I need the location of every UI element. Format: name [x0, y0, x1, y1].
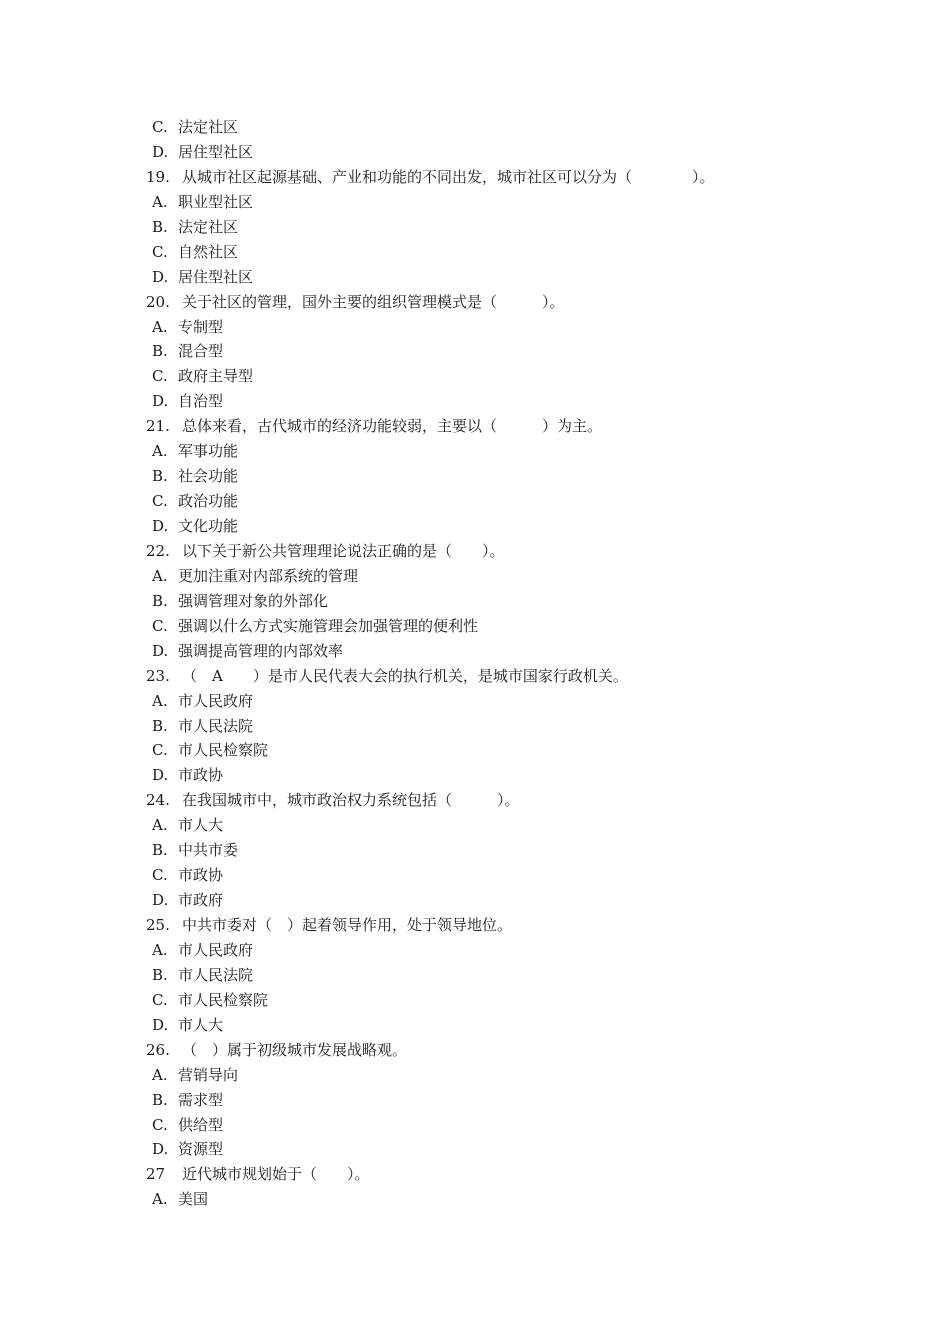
- question-number: 24.: [146, 791, 170, 810]
- option-line: [0, 439, 950, 464]
- option-line: [0, 190, 950, 215]
- option-text: 更加注重对内部系统的管理: [178, 566, 359, 585]
- option-line: [0, 364, 950, 389]
- option-letter: D.: [152, 267, 169, 286]
- option-letter: D.: [152, 641, 169, 660]
- option-letter: C.: [152, 990, 168, 1009]
- option-letter: B.: [152, 1090, 168, 1109]
- option-line: [0, 115, 950, 140]
- question-line: [0, 1162, 950, 1187]
- option-letter: C.: [152, 492, 168, 511]
- option-letter: B.: [152, 467, 168, 486]
- option-text: 政治功能: [178, 492, 239, 511]
- question-line: [0, 913, 950, 938]
- option-line: [0, 1013, 950, 1038]
- option-letter: C.: [152, 118, 168, 136]
- option-text: 市人民检察院: [178, 990, 269, 1009]
- question-number: 22.: [146, 541, 170, 560]
- option-line: [0, 1063, 950, 1088]
- option-letter: B.: [152, 716, 168, 735]
- option-line: [0, 1187, 950, 1212]
- question-line: [0, 664, 950, 689]
- option-letter: A.: [152, 1065, 168, 1084]
- option-text: 政府主导型: [178, 367, 254, 386]
- option-text: 职业型社区: [178, 192, 254, 211]
- question-number: 19.: [146, 167, 170, 186]
- option-line: [0, 464, 950, 489]
- option-text: 需求型: [178, 1090, 224, 1109]
- option-letter: B.: [152, 591, 168, 610]
- option-line: [0, 240, 950, 265]
- option-text: 混合型: [178, 342, 224, 361]
- option-letter: B.: [152, 841, 168, 860]
- option-line: [0, 689, 950, 714]
- option-text: 市政协: [178, 766, 224, 785]
- option-letter: A.: [152, 317, 168, 336]
- option-line: [0, 639, 950, 664]
- question-text: 关于社区的管理，国外主要的组织管理模式是（ ）。: [182, 292, 565, 311]
- question-line: [0, 788, 950, 813]
- option-text: 居住型社区: [178, 142, 254, 161]
- question-text: 从城市社区起源基础、产业和功能的不同出发，城市社区可以分为（ ）。: [182, 167, 715, 186]
- question-text: 总体来看，古代城市的经济功能较弱，主要以（ ）为主。: [182, 417, 603, 436]
- option-letter: C.: [152, 367, 168, 386]
- option-text: 市人大: [178, 1015, 224, 1034]
- option-line: [0, 1137, 950, 1162]
- document-body: [0, 115, 950, 1212]
- option-letter: C.: [152, 616, 168, 635]
- option-text: 法定社区: [178, 217, 239, 236]
- option-letter: B.: [152, 217, 168, 236]
- option-line: [0, 888, 950, 913]
- option-text: 社会功能: [178, 467, 239, 486]
- option-line: [0, 714, 950, 739]
- option-text: 美国: [178, 1190, 209, 1209]
- option-letter: D.: [152, 392, 169, 411]
- option-text: 专制型: [178, 317, 224, 336]
- option-letter: A.: [152, 1190, 168, 1209]
- option-letter: B.: [152, 965, 168, 984]
- option-letter: D.: [152, 1140, 169, 1159]
- option-letter: C.: [152, 741, 168, 760]
- question-number: 25.: [146, 916, 170, 934]
- option-letter: D.: [152, 766, 169, 785]
- option-letter: B.: [152, 342, 168, 361]
- option-text: 市人民检察院: [178, 741, 269, 760]
- option-letter: D.: [152, 1015, 169, 1034]
- option-letter: A.: [152, 940, 168, 959]
- option-text: 市人民法院: [178, 965, 254, 984]
- question-number: 23.: [146, 666, 170, 685]
- option-letter: D.: [152, 142, 169, 161]
- option-line: [0, 838, 950, 863]
- option-letter: C.: [152, 866, 168, 885]
- option-line: [0, 813, 950, 838]
- option-text: 文化功能: [178, 517, 239, 535]
- option-letter: A.: [152, 691, 168, 710]
- option-line: [0, 514, 950, 539]
- option-text: 市人民政府: [178, 691, 254, 710]
- option-line: [0, 339, 950, 364]
- option-text: 强调提高管理的内部效率: [178, 641, 344, 660]
- option-text: 营销导向: [178, 1065, 239, 1084]
- option-line: [0, 988, 950, 1013]
- option-text: 市政协: [178, 866, 224, 885]
- option-line: [0, 389, 950, 414]
- option-letter: A.: [152, 816, 168, 835]
- option-line: [0, 863, 950, 888]
- question-text: （ ）属于初级城市发展战略观。: [182, 1040, 408, 1059]
- option-text: 自治型: [178, 392, 224, 411]
- option-text: 市人民政府: [178, 940, 254, 959]
- question-line: [0, 414, 950, 439]
- option-line: [0, 963, 950, 988]
- option-text: 市人大: [178, 816, 224, 835]
- option-text: 法定社区: [178, 118, 239, 136]
- option-line: [0, 763, 950, 788]
- option-line: [0, 1113, 950, 1138]
- question-text: 近代城市规划始于（ ）。: [182, 1165, 370, 1184]
- question-number: 26.: [146, 1040, 170, 1059]
- question-text: 以下关于新公共管理理论说法正确的是（ ）。: [182, 541, 505, 560]
- option-text: 资源型: [178, 1140, 224, 1159]
- option-text: 强调以什么方式实施管理会加强管理的便利性: [178, 616, 479, 635]
- question-number: 27: [146, 1165, 166, 1184]
- question-text: 在我国城市中，城市政治权力系统包括（ ）。: [182, 791, 520, 810]
- question-number: 21.: [146, 417, 170, 436]
- option-letter: D.: [152, 517, 169, 535]
- question-text: （ A ）是市人民代表大会的执行机关，是城市国家行政机关。: [182, 666, 628, 685]
- option-line: [0, 938, 950, 963]
- option-text: 自然社区: [178, 242, 239, 261]
- option-line: [0, 489, 950, 514]
- option-text: 居住型社区: [178, 267, 254, 286]
- option-letter: C.: [152, 1115, 168, 1134]
- option-text: 强调管理对象的外部化: [178, 591, 329, 610]
- option-line: [0, 738, 950, 763]
- question-line: [0, 165, 950, 190]
- option-text: 军事功能: [178, 442, 239, 461]
- option-line: [0, 315, 950, 340]
- option-text: 供给型: [178, 1115, 224, 1134]
- option-line: [0, 1088, 950, 1113]
- option-letter: C.: [152, 242, 168, 261]
- question-line: [0, 290, 950, 315]
- question-text: 中共市委对（ ）起着领导作用，处于领导地位。: [182, 916, 513, 934]
- option-line: [0, 215, 950, 240]
- option-text: 市人民法院: [178, 716, 254, 735]
- option-text: 中共市委: [178, 841, 239, 860]
- option-letter: D.: [152, 891, 169, 910]
- option-letter: A.: [152, 192, 168, 211]
- option-line: [0, 265, 950, 290]
- option-line: [0, 140, 950, 165]
- option-line: [0, 564, 950, 589]
- option-line: [0, 589, 950, 614]
- question-number: 20.: [146, 292, 170, 311]
- question-line: [0, 539, 950, 564]
- option-text: 市政府: [178, 891, 224, 910]
- option-letter: A.: [152, 566, 168, 585]
- question-line: [0, 1038, 950, 1063]
- option-letter: A.: [152, 442, 168, 461]
- option-line: [0, 614, 950, 639]
